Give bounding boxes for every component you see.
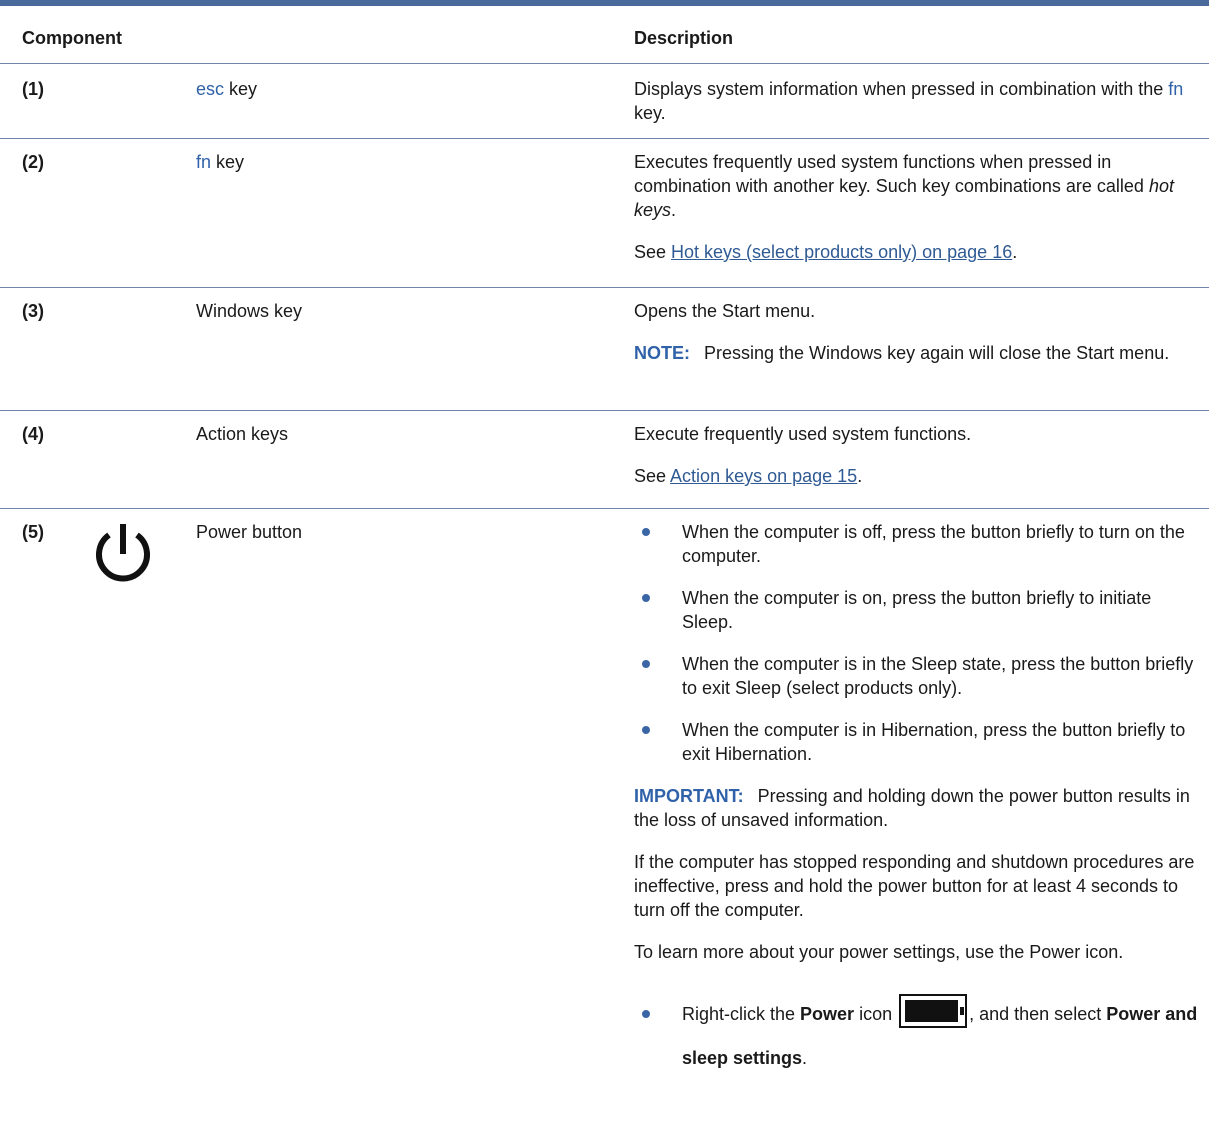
key-name: esc xyxy=(196,79,225,99)
component-name: Windows key xyxy=(196,301,303,321)
bullet-icon xyxy=(642,528,650,536)
bullet-icon xyxy=(642,726,650,734)
header-component: Component xyxy=(22,28,122,48)
component-description: When the computer is off, press the button briefly to turn on the computer. When the computer is on, press the button briefly to initiate Sleep. When the computer is in the Sleep state, press the button briefly to exit Sleep (select products only). When the computer is in Hibernation, press the button briefly to exit Hibernation. IMPORTANT: Pressing and holding down the power button results in the loss of unsaved information. If the computer has stopped responding and shutdown procedures are ineffective, press and hold the power button for at least 4 seconds to turn off the computer. To learn more about your power settings, use the Power icon. Right-click the Power icon , and then select Power and sleep settings. xyxy=(634,520,1199,1098)
battery-icon xyxy=(899,994,967,1028)
hot-keys-link[interactable]: Hot keys (select products only) on page 16 xyxy=(671,242,1013,262)
row-number: (3) xyxy=(22,301,44,321)
action-keys-link[interactable]: Action keys on page 15 xyxy=(670,466,858,486)
list-item: When the computer is in the Sleep state, press the button briefly to exit Sleep (select products only). xyxy=(634,652,1199,700)
row-divider xyxy=(0,287,1209,288)
list-item: Right-click the Power icon , and then select Power and sleep settings. xyxy=(634,992,1199,1080)
bullet-icon xyxy=(642,1010,650,1018)
important-label: IMPORTANT: xyxy=(634,786,744,806)
header-description: Description xyxy=(634,28,734,48)
note-label: NOTE: xyxy=(634,343,690,363)
component-name: Power button xyxy=(196,522,303,542)
row-number: (5) xyxy=(22,522,44,542)
component-description: Opens the Start menu. NOTE: Pressing the Windows key again will close the Start menu. xyxy=(634,299,1199,383)
component-description: Executes frequently used system functions when pressed in combination with another key. Such key combinations are called hot keys. See Hot keys (select products only) on page 16. xyxy=(634,152,1174,262)
key-name: fn xyxy=(196,152,212,172)
component-name: esc key xyxy=(196,79,258,99)
header-divider xyxy=(0,63,1209,64)
row-divider xyxy=(0,410,1209,411)
bullet-icon xyxy=(642,594,650,602)
row-number: (4) xyxy=(22,424,44,444)
component-name: fn key xyxy=(196,152,245,172)
list-item: When the computer is off, press the button briefly to turn on the computer. xyxy=(634,520,1199,568)
important-note: IMPORTANT: Pressing and holding down the power button results in the loss of unsaved information. xyxy=(634,786,1190,830)
power-icon xyxy=(92,522,154,588)
row-divider xyxy=(0,508,1209,509)
list-item: When the computer is in Hibernation, press the button briefly to exit Hibernation. xyxy=(634,718,1199,766)
component-name: Action keys xyxy=(196,424,289,444)
bullet-icon xyxy=(642,660,650,668)
row-number: (1) xyxy=(22,79,44,99)
key-name: fn xyxy=(1168,79,1184,99)
list-item: When the computer is on, press the button briefly to initiate Sleep. xyxy=(634,586,1199,634)
row-divider xyxy=(0,138,1209,139)
row-number: (2) xyxy=(22,152,44,172)
component-description: Execute frequently used system functions. See Action keys on page 15. xyxy=(634,424,972,486)
note: NOTE: Pressing the Windows key again will close the Start menu. xyxy=(634,343,1170,363)
table-top-rule xyxy=(0,0,1209,6)
component-description: Displays system information when pressed in combination with the fn key. xyxy=(634,79,1184,123)
